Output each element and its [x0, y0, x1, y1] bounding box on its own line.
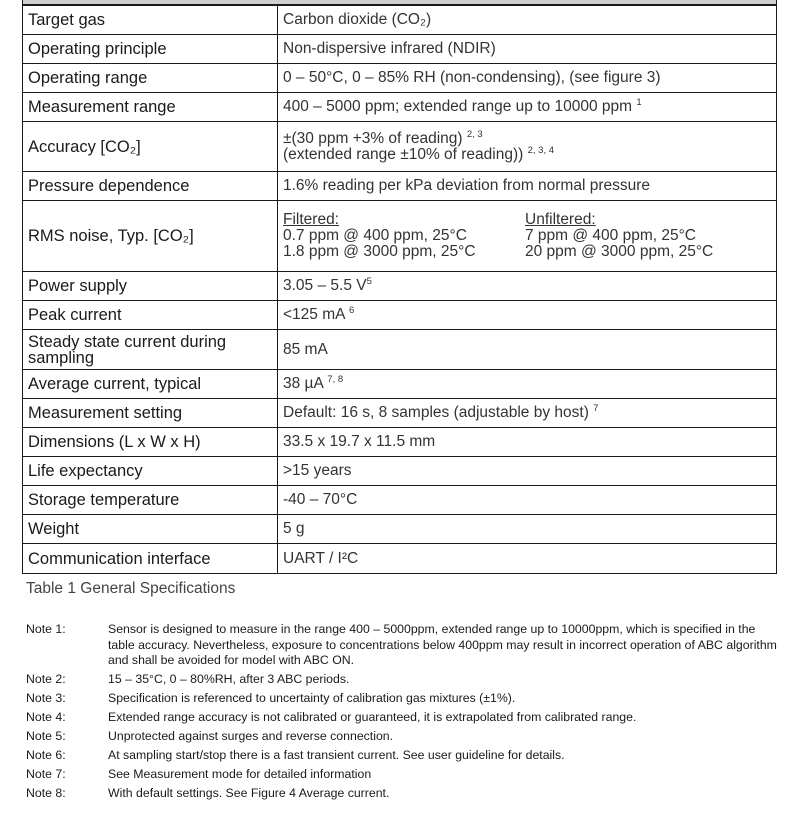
- footnote-ref: 7: [593, 403, 599, 414]
- list-item: [26, 767, 781, 783]
- list-item: [26, 748, 781, 764]
- value-text: ±(30 ppm +3% of reading): [283, 129, 463, 147]
- row-label: Target gas: [23, 6, 278, 35]
- unfiltered-line: 20 ppm @ 3000 ppm, 25°C: [525, 243, 714, 260]
- footnote-ref: 2, 3: [466, 128, 483, 140]
- unfiltered-line: 7 ppm @ 400 ppm, 25°C: [525, 227, 696, 244]
- row-label: Steady state current during sampling: [23, 330, 278, 370]
- row-label: Measurement range: [23, 93, 278, 122]
- table-row: [23, 172, 777, 201]
- row-label: Power supply: [23, 272, 278, 301]
- table-row: [23, 122, 777, 172]
- table-row: [23, 370, 777, 399]
- table-row: [23, 399, 777, 428]
- note-label: Note 1:: [26, 622, 66, 636]
- note-label: Note 5:: [26, 729, 66, 743]
- filtered-line: 0.7 ppm @ 400 ppm, 25°C: [283, 227, 467, 244]
- row-label: Average current, typical: [23, 370, 278, 399]
- row-label: Weight: [23, 515, 278, 544]
- table-row: [23, 272, 777, 301]
- row-value: 5 g: [278, 515, 777, 544]
- row-value: 1.6% reading per kPa deviation from normal pressure: [278, 172, 777, 201]
- filtered-column: [283, 212, 525, 260]
- footnote-ref: 2, 3, 4: [527, 144, 555, 156]
- note-text: With default settings. See Figure 4 Average current.: [108, 786, 390, 800]
- note-label: Note 7:: [26, 767, 66, 781]
- row-label: Life expectancy: [23, 457, 278, 486]
- footnote-ref: 5: [366, 276, 372, 287]
- row-label: Communication interface: [23, 544, 278, 574]
- table-row: [23, 301, 777, 330]
- list-item: [26, 622, 781, 669]
- row-value: UART / I²C: [278, 544, 777, 574]
- row-value: >15 years: [278, 457, 777, 486]
- table-row: [23, 457, 777, 486]
- notes-list: [26, 622, 781, 805]
- row-value: [278, 301, 777, 330]
- value-text: 38 µA: [283, 375, 323, 392]
- row-value: 33.5 x 19.7 x 11.5 mm: [278, 428, 777, 457]
- row-value: Carbon dioxide (CO₂): [278, 6, 777, 35]
- list-item: [26, 729, 781, 745]
- row-value: [278, 201, 777, 272]
- footnote-ref: 7, 8: [327, 374, 344, 385]
- row-value: -40 – 70°C: [278, 486, 777, 515]
- table-row: [23, 515, 777, 544]
- row-label: Accuracy [CO₂]: [23, 122, 278, 172]
- table-row: [23, 6, 777, 35]
- row-label: Dimensions (L x W x H): [23, 428, 278, 457]
- row-label: RMS noise, Typ. [CO₂]: [23, 201, 278, 272]
- list-item: [26, 672, 781, 688]
- table-row: [23, 486, 777, 515]
- value-text: Default: 16 s, 8 samples (adjustable by host): [283, 404, 589, 421]
- row-value: [278, 122, 777, 172]
- note-text: 15 – 35°C, 0 – 80%RH, after 3 ABC periods.: [108, 672, 350, 686]
- note-text: Unprotected against surges and reverse connection.: [108, 729, 394, 743]
- row-label: Storage temperature: [23, 486, 278, 515]
- filtered-header: Filtered:: [283, 211, 339, 228]
- note-label: Note 2:: [26, 672, 66, 686]
- value-text: 400 – 5000 ppm; extended range up to 10000 ppm: [283, 98, 633, 115]
- note-text: At sampling start/stop there is a fast transient current. See user guideline for details.: [108, 748, 565, 762]
- row-label: Operating principle: [23, 35, 278, 64]
- value-text: 3.05 – 5.5 V: [283, 277, 367, 294]
- row-label: Peak current: [23, 301, 278, 330]
- note-text: Sensor is designed to measure in the range 400 – 5000ppm, extended range up to 10000ppm, which is specified in the table accuracy. Nevertheless, exposure to concentrations below 400ppm may result in incorrect operation of ABC algorithm and shall be avoided for model with ABC ON.: [108, 622, 777, 667]
- row-label: Operating range: [23, 64, 278, 93]
- row-label: Measurement setting: [23, 399, 278, 428]
- list-item: [26, 691, 781, 707]
- table-row: [23, 544, 777, 574]
- unfiltered-header: Unfiltered:: [525, 211, 596, 228]
- table-row: [23, 64, 777, 93]
- list-item: [26, 786, 781, 802]
- row-value: [278, 370, 777, 399]
- table-row: [23, 330, 777, 370]
- row-label: Pressure dependence: [23, 172, 278, 201]
- row-value: [278, 399, 777, 428]
- table-row: [23, 35, 777, 64]
- row-value: [278, 93, 777, 122]
- footnote-ref: 1: [636, 97, 642, 108]
- row-value: Non-dispersive infrared (NDIR): [278, 35, 777, 64]
- row-value: 0 – 50°C, 0 – 85% RH (non-condensing), (see figure 3): [278, 64, 777, 93]
- note-label: Note 6:: [26, 748, 66, 762]
- table-caption: Table 1 General Specifications: [26, 580, 236, 597]
- footnote-ref: 6: [348, 305, 355, 316]
- spec-table: [22, 5, 777, 574]
- list-item: [26, 710, 781, 726]
- filtered-line: 1.8 ppm @ 3000 ppm, 25°C: [283, 243, 476, 260]
- unfiltered-column: [525, 212, 767, 260]
- note-text: Specification is referenced to uncertainty of calibration gas mixtures (±1%).: [108, 691, 516, 705]
- row-value: 85 mA: [278, 330, 777, 370]
- note-label: Note 3:: [26, 691, 66, 705]
- table-row: [23, 201, 777, 272]
- note-text: See Measurement mode for detailed information: [108, 767, 372, 781]
- table-row: [23, 93, 777, 122]
- value-text: <125 mA: [283, 306, 345, 323]
- note-text: Extended range accuracy is not calibrated or guaranteed, it is extrapolated from calibrated range.: [108, 710, 637, 724]
- note-label: Note 8:: [26, 786, 66, 800]
- note-label: Note 4:: [26, 710, 66, 724]
- row-value: [278, 272, 777, 301]
- table-row: [23, 428, 777, 457]
- value-text: (extended range ±10% of reading)): [283, 145, 524, 163]
